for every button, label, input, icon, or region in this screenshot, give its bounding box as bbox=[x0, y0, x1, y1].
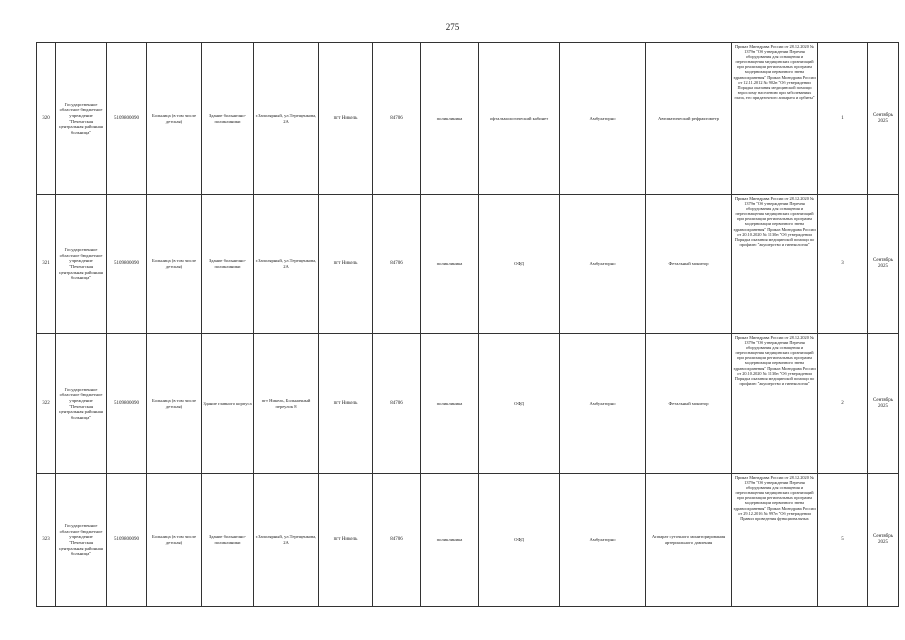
postal-code: 84706 bbox=[373, 43, 421, 195]
legal-basis: Приказ Минздрава России от 28.12.2020 № 1379н "Об утверждении Перечня оборудования для оснащения и переоснащения медицинских организаций при реализации региональных программ модернизации первичного звена здравоохранения" Приказ Минздрава России от 20.10.2020 № 1130н "Об утверждении Порядка оказания медицинской помощи по профилю "акушерство и гинекология" bbox=[732, 334, 818, 474]
equipment-quantity: 1 bbox=[818, 43, 868, 195]
settlement: пгт Никель bbox=[319, 474, 373, 607]
delivery-date: Сентябрь 2025 bbox=[868, 195, 899, 334]
legal-basis: Приказ Минздрава России от 28.12.2020 № 1379н "Об утверждении Перечня оборудования для оснащения и переоснащения медицинских организаций при реализации региональных программ модернизации первичного звена здравоохранения" Приказ Минздрава России от 20.10.2020 № 1130н "Об утверждении Порядка оказания медицинской помощи по профилю "акушерство и гинекология" bbox=[732, 195, 818, 334]
page-number: 275 bbox=[445, 22, 460, 32]
organization-name: Государственное областное бюджетное учреждение "Печенгская центральная районная больница" bbox=[56, 195, 107, 334]
organization-code: 5109800090 bbox=[107, 195, 147, 334]
delivery-date: Сентябрь 2025 bbox=[868, 334, 899, 474]
organization-name: Государственное областное бюджетное учреждение "Печенгская центральная районная больница" bbox=[56, 474, 107, 607]
organization-name: Государственное областное бюджетное учреждение "Печенгская центральная районная больница" bbox=[56, 43, 107, 195]
settlement: пгт Никель bbox=[319, 43, 373, 195]
table-row bbox=[37, 43, 899, 195]
building-name: Здание главного корпуса bbox=[202, 334, 254, 474]
care-conditions: Амбулаторно bbox=[560, 195, 646, 334]
delivery-date: Сентябрь 2025 bbox=[868, 43, 899, 195]
delivery-date: Сентябрь 2025 bbox=[868, 474, 899, 607]
organization-code: 5109800090 bbox=[107, 334, 147, 474]
department-name: офтальмологический кабинет bbox=[479, 43, 560, 195]
building-name: Здание больнично-поликлиники bbox=[202, 43, 254, 195]
settlement: пгт Никель bbox=[319, 195, 373, 334]
table-row bbox=[37, 334, 899, 474]
postal-code: 84706 bbox=[373, 474, 421, 607]
care-conditions: Амбулаторно bbox=[560, 334, 646, 474]
department-name: ОФД bbox=[479, 195, 560, 334]
unit-level: поликлиника bbox=[421, 334, 479, 474]
care-conditions: Амбулаторно bbox=[560, 43, 646, 195]
row-number: 322 bbox=[37, 334, 56, 474]
postal-code: 84706 bbox=[373, 195, 421, 334]
equipment-quantity: 5 bbox=[818, 474, 868, 607]
table-row bbox=[37, 195, 899, 334]
unit-level: поликлиника bbox=[421, 195, 479, 334]
equipment-quantity: 3 bbox=[818, 195, 868, 334]
building-address: г.Заполярный, ул.Терещенкова, 2А bbox=[254, 195, 319, 334]
facility-category: Больница (в том числе детская) bbox=[147, 195, 202, 334]
equipment-name: Автоматический рефрактометр bbox=[646, 43, 732, 195]
settlement: пгт Никель bbox=[319, 334, 373, 474]
row-number: 323 bbox=[37, 474, 56, 607]
equipment-name: Фетальный монитор bbox=[646, 334, 732, 474]
row-number: 321 bbox=[37, 195, 56, 334]
organization-code: 5109800090 bbox=[107, 43, 147, 195]
building-name: Здание больнично-поликлиники bbox=[202, 474, 254, 607]
building-address: пгт Никель, Больничный переулок 8 bbox=[254, 334, 319, 474]
facility-category: Больница (в том числе детская) bbox=[147, 334, 202, 474]
facility-category: Больница (в том числе детская) bbox=[147, 43, 202, 195]
equipment-name: Фетальный монитор bbox=[646, 195, 732, 334]
care-conditions: Амбулаторно bbox=[560, 474, 646, 607]
row-number: 320 bbox=[37, 43, 56, 195]
equipment-table bbox=[36, 42, 899, 607]
organization-code: 5109800090 bbox=[107, 474, 147, 607]
unit-level: поликлиника bbox=[421, 474, 479, 607]
equipment-quantity: 2 bbox=[818, 334, 868, 474]
building-name: Здание больнично-поликлиники bbox=[202, 195, 254, 334]
department-name: ОФД bbox=[479, 334, 560, 474]
building-address: г.Заполярный, ул.Терещенкова, 2А bbox=[254, 43, 319, 195]
postal-code: 84706 bbox=[373, 334, 421, 474]
equipment-name: Аппарат суточного мониторирования артериального давления bbox=[646, 474, 732, 607]
legal-basis: Приказ Минздрава России от 28.12.2020 № 1379н "Об утверждении Перечня оборудования для оснащения и переоснащения медицинских организаций при реализации региональных программ модернизации первичного звена здравоохранения" Приказ Минздрава России от 29.12.2016 № 997н "Об утверждении Правил проведения функциональных bbox=[732, 474, 818, 607]
building-address: г.Заполярный, ул.Терещенкова, 2А bbox=[254, 474, 319, 607]
legal-basis: Приказ Минздрава России от 28.12.2020 № 1379н "Об утверждении Перечня оборудования для оснащения и переоснащения медицинских организаций при реализации региональных программ модернизации первичного звена здравоохранения" Приказ Минздрава России от 12.11.2012 № 902н "Об утверждении Порядка оказания медицинской помощи взрослому населению при заболеваниях глаза, его придаточного аппарата и орбиты" bbox=[732, 43, 818, 195]
unit-level: поликлиника bbox=[421, 43, 479, 195]
table-row bbox=[37, 474, 899, 607]
organization-name: Государственное областное бюджетное учреждение "Печенгская центральная районная больница" bbox=[56, 334, 107, 474]
department-name: ОФД bbox=[479, 474, 560, 607]
facility-category: Больница (в том числе детская) bbox=[147, 474, 202, 607]
